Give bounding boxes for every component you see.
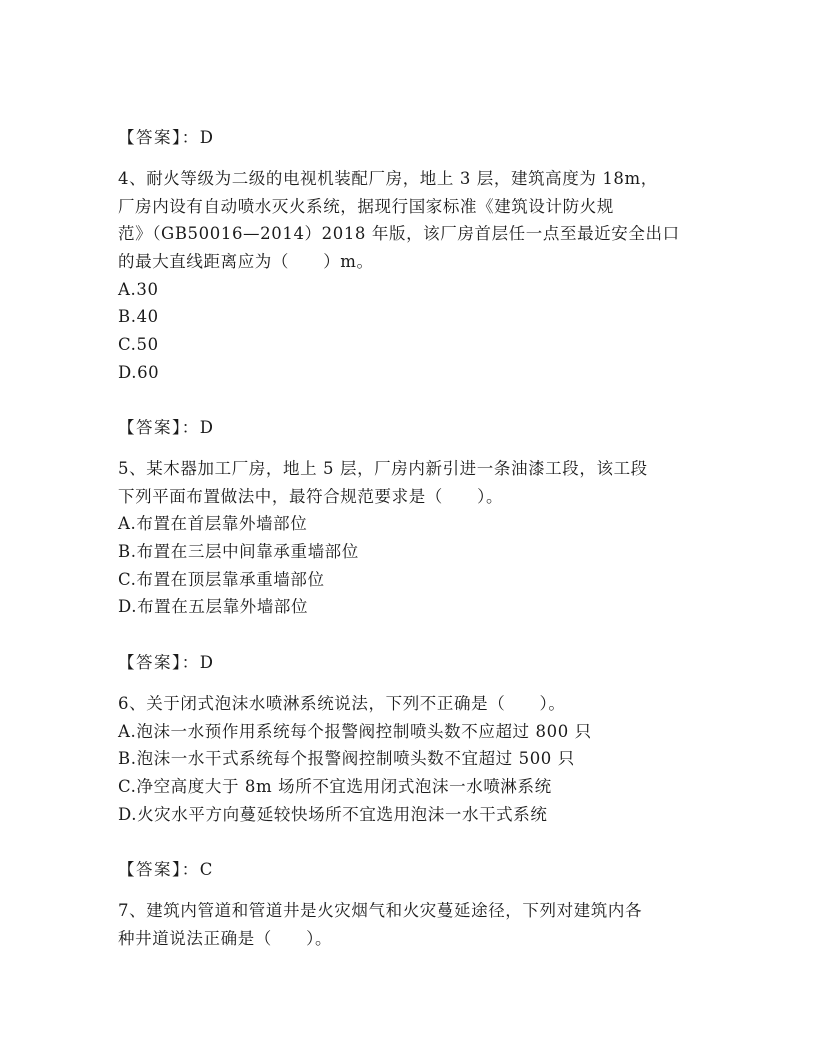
question-6-line-1: 6、关于闭式泡沫水喷淋系统说法，下列不正确是（ ）。 xyxy=(118,694,566,713)
question-6-option-c: C.净空高度大于 8m 场所不宜选用闭式泡沫一水喷淋系统 xyxy=(118,777,552,796)
question-5-option-a: A.布置在首层靠外墙部位 xyxy=(118,514,308,533)
question-7-line-2: 种井道说法正确是（ ）。 xyxy=(118,929,333,948)
question-6-option-d: D.火灾水平方向蔓延较快场所不宜选用泡沫一水干式系统 xyxy=(118,805,548,824)
question-5-option-b: B.布置在三层中间靠承重墙部位 xyxy=(118,542,359,561)
question-6-option-b: B.泡沫一水干式系统每个报警阀控制喷头数不宜超过 500 只 xyxy=(118,749,575,768)
question-4-answer: 【答案】：D xyxy=(118,418,215,437)
question-4-option-b: B.40 xyxy=(118,307,159,326)
question-4-option-d: D.60 xyxy=(118,363,160,382)
question-4-option-c: C.50 xyxy=(118,335,159,354)
question-5-line-1: 5、某木器加工厂房，地上 5 层，厂房内新引进一条油漆工段，该工段 xyxy=(118,459,648,478)
question-5-option-c: C.布置在顶层靠承重墙部位 xyxy=(118,570,325,589)
answer-line: 【答案】：D xyxy=(118,128,215,147)
question-6-answer: 【答案】：C xyxy=(118,860,214,879)
question-5-option-d: D.布置在五层靠外墙部位 xyxy=(118,597,309,616)
question-4-line-1: 4、耐火等级为二级的电视机装配厂房，地上 3 层，建筑高度为 18m， xyxy=(118,169,658,188)
question-5-answer: 【答案】：D xyxy=(118,653,215,672)
question-7-line-1: 7、建筑内管道和管道井是火灾烟气和火灾蔓延途径，下列对建筑内各 xyxy=(118,901,643,920)
question-4-line-3: 范》（GB50016—2014）2018 年版，该厂房首层任一点至最近安全出口 xyxy=(118,224,680,243)
question-6-option-a: A.泡沫一水预作用系统每个报警阀控制喷头数不应超过 800 只 xyxy=(118,722,592,741)
question-5-line-2: 下列平面布置做法中，最符合规范要求是（ ）。 xyxy=(118,487,504,506)
question-4-line-4: 的最大直线距离应为（ ）m。 xyxy=(118,252,374,271)
question-4-option-a: A.30 xyxy=(118,280,159,299)
question-4-line-2: 厂房内设有自动喷水灭火系统，据现行国家标准《建筑设计防火规 xyxy=(118,197,614,216)
